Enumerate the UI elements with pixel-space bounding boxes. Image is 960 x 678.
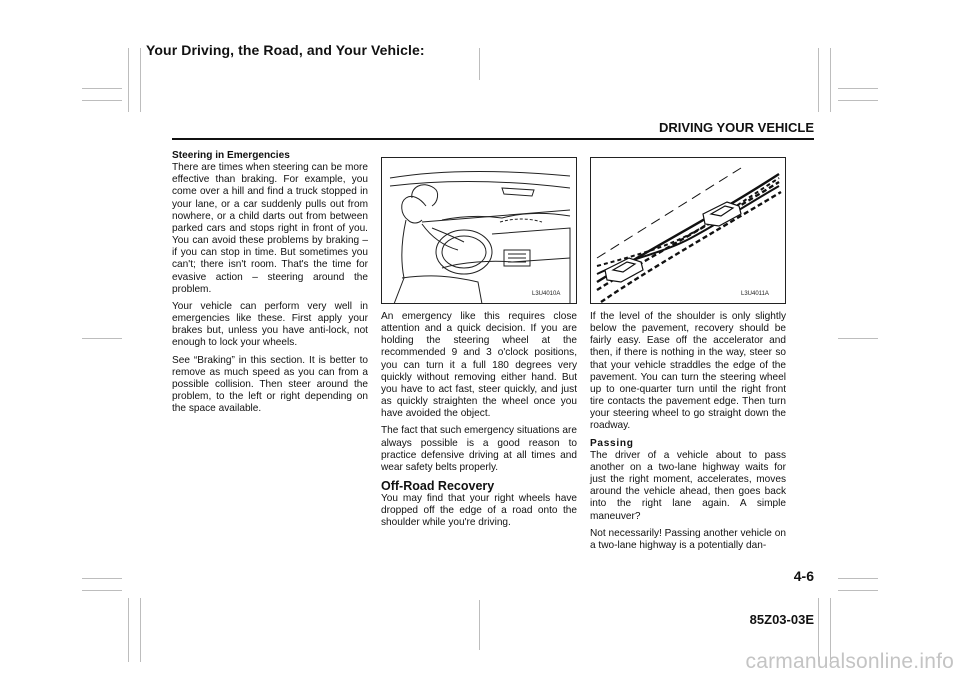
section-title: DRIVING YOUR VEHICLE — [658, 120, 814, 135]
crop-mark — [838, 88, 878, 89]
crop-mark — [830, 48, 831, 112]
page-number: 4-6 — [793, 568, 814, 584]
figure-code: L3U4011A — [741, 291, 769, 297]
column-2 — [381, 311, 577, 535]
crop-mark — [128, 48, 129, 112]
figure-code: L3U4010A — [532, 291, 561, 297]
crop-mark — [82, 338, 122, 339]
subheading-steering: Steering in Emergencies — [172, 150, 290, 161]
document-code: 85Z03-03E — [749, 612, 814, 627]
paragraph: There are times when steering can be more effective than braking. For example, you come over a hill and find a truck stopped in your lane, or a car suddenly pulls out from nowhere, or a child darts out from between parked cars and stops right in front of you. You can avoid these problems by braking – if you can stop in time. But sometimes you can't; there isn't room. That's the time for evasive action – steering around the problem. — [172, 162, 368, 295]
column-1 — [172, 150, 368, 420]
crop-mark — [82, 88, 122, 89]
crop-mark — [82, 590, 122, 591]
figure-off-road-recovery — [590, 157, 786, 304]
paragraph: Not necessarily! Passing another vehicle on a two-lane highway is a potentially dan- — [590, 527, 786, 551]
crop-mark — [838, 100, 878, 101]
crop-mark — [140, 598, 141, 662]
crop-mark — [82, 100, 122, 101]
crop-mark — [818, 48, 819, 112]
crop-mark — [838, 590, 878, 591]
paragraph: Your vehicle can perform very well in emergencies like these. First apply your brakes but, unless you have anti-lock, not enough to lock your wheels. — [172, 300, 368, 349]
crop-mark — [479, 600, 480, 650]
watermark: carmanualsonline.info — [745, 650, 954, 673]
heading-off-road-recovery: Off-Road Recovery — [381, 479, 495, 494]
crop-mark — [479, 48, 480, 80]
running-head: Your Driving, the Road, and Your Vehicle: — [146, 42, 425, 58]
paragraph: An emergency like this requires close attention and a quick decision. If you are holding the steering wheel at the recommended 9 and 3 o'clock positions, you can turn it a full 180 degrees very quickly without removing either hand. But you have to act fast, steer quickly, and just as quickly straighten the wheel once you have avoided the object. — [381, 311, 577, 420]
crop-mark — [128, 598, 129, 662]
paragraph: The fact that such emergency situations are always possible is a good reason to practice defensive driving at all times and wear safety belts properly. — [381, 425, 577, 473]
paragraph: See “Braking” in this section. It is better to remove as much speed as you can from a possible collision. Then steer around the problem, to the left or right depending on the space available. — [172, 354, 368, 415]
crop-mark — [82, 578, 122, 579]
figure-driver-steering — [381, 157, 577, 304]
crop-mark — [140, 48, 141, 112]
crop-mark — [838, 338, 878, 339]
driver-illustration — [382, 158, 577, 304]
crop-mark — [838, 578, 878, 579]
subheading-passing: Passing — [590, 437, 634, 449]
paragraph: The driver of a vehicle about to pass another on a two-lane highway waits for just the right moment, accelerates, moves around the vehicle ahead, then goes back into the right lane again. A simple maneuver? — [590, 449, 786, 522]
header-rule — [172, 138, 814, 140]
road-illustration — [591, 158, 786, 304]
column-3 — [590, 311, 786, 557]
paragraph: If the level of the shoulder is only slightly below the pavement, recovery should be fairly easy. Ease off the accelerator and then, if there is nothing in the way, steer so that your vehicle straddles the edge of the pavement. You can turn the steering wheel up to one-quarter turn until the right front tire contacts the pavement edge. Then turn your steering wheel to go straight down the roadway. — [590, 311, 786, 432]
paragraph: You may find that your right wheels have dropped off the edge of a road onto the shoulder while you're driving. — [381, 493, 577, 529]
